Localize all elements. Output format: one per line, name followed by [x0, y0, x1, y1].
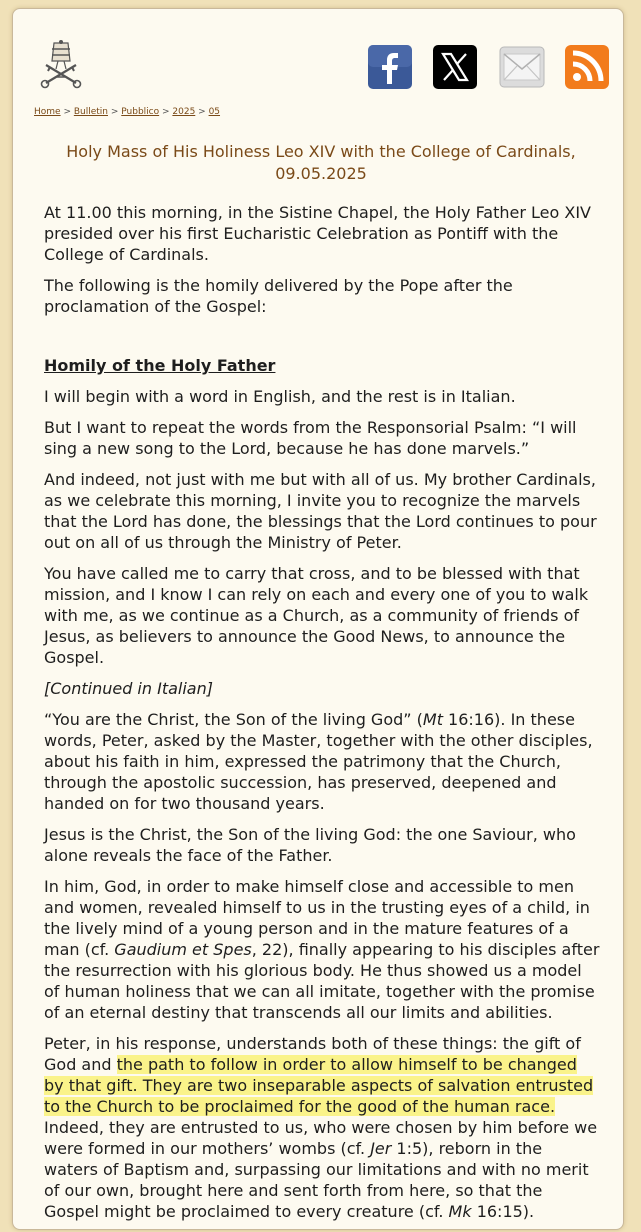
rss-feed-button[interactable]	[564, 44, 610, 90]
text-span: In him, God, in order to make himself close and accessible to men and women, revealed himself to us in the trusting eyes of a child, in the lively mind of a young person and in the mature features of a man (cf.	[44, 877, 590, 959]
text-span: Peter, in his response, understands both of these things: the gift of God and	[44, 1034, 581, 1074]
homily-paragraph: And indeed, not just with me but with all of us. My brother Cardinals, as we celebrate this morning, I invite you to recognize the marvels that the Lord has done, the blessings that the Lord continues to pour out on all of us through the Ministry of Peter.	[44, 470, 597, 552]
x-share-button[interactable]	[432, 44, 478, 90]
text-span: 1:5), reborn in the waters of Baptism and, surpassing our limitations and with no merit of our own, brought here and sent forth from here, so that the Gospel might be proclaimed to every creature (cf.	[44, 1139, 589, 1221]
italian-note-text: [Continued in Italian]	[44, 679, 213, 698]
italian-note	[44, 678, 600, 699]
breadcrumb-separator: >	[60, 107, 74, 117]
article-body	[44, 202, 600, 1232]
homily-paragraph	[44, 876, 600, 1023]
x-icon	[432, 44, 478, 90]
homily-paragraph: You have called me to carry that cross, and to be blessed with that mission, and I know I can rely on each and every one of you to walk with me, as we continue as a Church, as a community of friends of Jesus, as believers to announce the Good News, to announce the Gospel.	[44, 564, 589, 667]
email-share-button[interactable]	[499, 44, 545, 90]
scripture-reference: Jer	[370, 1139, 392, 1158]
breadcrumb-year-link[interactable]: 2025	[172, 107, 196, 117]
breadcrumb-month-link[interactable]: 05	[208, 107, 221, 117]
text-span: , 22), finally appearing to his disciples after the resurrection with his glorious body. He thus showed us a model of human holiness that we can all imitate, together with the promise of an eternal destiny that transcends all our limits and abilities.	[44, 940, 600, 1022]
breadcrumb	[34, 107, 220, 117]
intro-paragraph: At 11.00 this morning, in the Sistine Chapel, the Holy Father Leo XIV presided over his first Eucharistic Celebration as Pontiff with the College of Cardinals.	[44, 203, 591, 264]
page-title: Holy Mass of His Holiness Leo XIV with the College of Cardinals, 09.05.2025	[66, 142, 576, 183]
homily-paragraph	[44, 709, 600, 814]
breadcrumb-separator: >	[159, 107, 173, 117]
homily-paragraph: But I want to repeat the words from the Responsorial Psalm: “I will sing a new song to the Lord, because he has done marvels.”	[44, 418, 577, 458]
facebook-share-button[interactable]	[367, 44, 413, 90]
breadcrumb-bulletin-link[interactable]: Bulletin	[73, 107, 108, 117]
rss-icon	[564, 44, 610, 90]
homily-heading: Homily of the Holy Father	[44, 356, 276, 375]
breadcrumb-pubblico-link[interactable]: Pubblico	[121, 107, 160, 117]
scripture-reference: Mt	[422, 710, 443, 729]
homily-paragraph	[44, 1033, 600, 1222]
highlighted-text: the path to follow in order to allow himself to be changed by that gift. They are two inseparable aspects of salvation entrusted to the Church to be proclaimed for the good of the human race.	[44, 1055, 594, 1116]
homily-paragraph: I will begin with a word in English, and the rest is in Italian.	[44, 387, 516, 406]
text-span: 16:16). In these words, Peter, asked by the Master, together with the other disciples, about his faith in him, expressed the patrimony that the Church, through the apostolic succession, has preserved, deepened and handed on for two thousand years.	[44, 710, 593, 813]
content-card	[12, 8, 624, 1230]
text-span: Indeed, they are entrusted to us, who were chosen by him before we were formed in our mothers’ wombs (cf.	[44, 1118, 598, 1158]
text-span: “You are the Christ, the Son of the living God” (	[44, 710, 423, 729]
scripture-reference: Mk	[448, 1202, 472, 1221]
homily-paragraph: Jesus is the Christ, the Son of the living God: the one Saviour, who alone reveals the face of the Father.	[44, 825, 576, 865]
intro-paragraph: The following is the homily delivered by the Pope after the proclamation of the Gospel:	[44, 276, 513, 316]
document-reference: Gaudium et Spes	[114, 940, 252, 959]
mail-icon	[499, 44, 545, 90]
breadcrumb-separator: >	[108, 107, 122, 117]
facebook-icon	[367, 44, 413, 90]
papal-tiara-keys-icon[interactable]	[40, 39, 82, 89]
breadcrumb-separator: >	[195, 107, 209, 117]
text-span: 16:15).	[471, 1202, 535, 1221]
breadcrumb-home-link[interactable]: Home	[34, 107, 61, 117]
